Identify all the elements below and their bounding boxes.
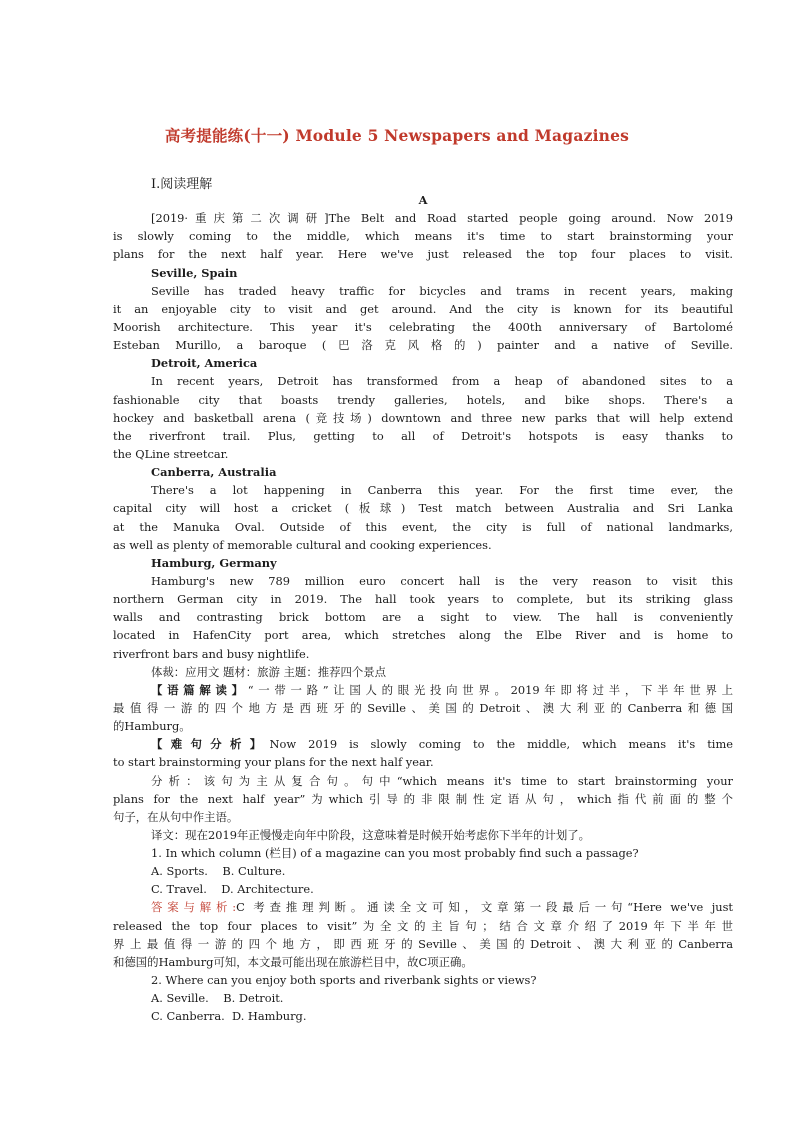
reading-analysis-label: 【语篇解读】 bbox=[151, 682, 248, 697]
place-line: located in HafenCity port area, which stretches along the Elbe River and is home to bbox=[113, 628, 733, 643]
reading-analysis-line bbox=[113, 681, 733, 699]
question-options: A. Seville. B. Detroit. bbox=[151, 991, 284, 1006]
place-line: Moorish architecture. This year it's celebrating the 400th anniversary of Bartolomé bbox=[113, 319, 733, 334]
question-stem: 2. Where can you enjoy both sports and riverbank sights or views? bbox=[151, 973, 537, 988]
answer-line: released the top four places to visit”为全文的主旨句；结合文章介绍了2019年下半年世 bbox=[113, 918, 733, 933]
question-stem: 1. In which column (栏目) of a magazine can you most probably find such a passage? bbox=[151, 846, 639, 861]
analysis-line: 句子，在从句中作主语。 bbox=[113, 809, 239, 824]
place-line: the QLine streetcar. bbox=[113, 446, 229, 461]
analysis-line: 分析：该句为主从复合句。句中“which means it's time to start brainstorming your bbox=[151, 773, 733, 788]
reading-analysis-line: 的Hamburg。 bbox=[113, 719, 191, 734]
difficult-sentence-text: Now 2019 is slowly coming to the middle, which means it's time bbox=[269, 737, 733, 752]
translation-line: 译文：现在2019年正慢慢走向年中阶段，这意味着是时候开始考虑你下半年的计划了。 bbox=[151, 827, 591, 842]
place-heading: Seville, Spain bbox=[151, 265, 238, 280]
question-options: A. Sports. B. Culture. bbox=[151, 864, 286, 879]
place-heading: Canberra, Australia bbox=[151, 465, 277, 480]
place-line: riverfront bars and busy nightlife. bbox=[113, 646, 310, 661]
place-line: Esteban Murillo, a baroque (巴洛克风格的) painter and a native of Seville. bbox=[113, 338, 733, 353]
difficult-sentence-line: to start brainstorming your plans for the next half year. bbox=[113, 755, 434, 770]
genre-line: 体裁：应用文 题材：旅游 主题：推荐四个景点 bbox=[151, 664, 387, 679]
intro-line: is slowly coming to the middle, which means it's time to start brainstorming your bbox=[113, 229, 733, 244]
answer-label: 答案与解析: bbox=[151, 900, 237, 915]
reading-analysis-text: “一带一路”让国人的眼光投向世界。2019年即将过半，下半年世界上 bbox=[247, 682, 733, 697]
analysis-line: plans for the next half year”为which引导的非限制性定语从句，which指代前面的整个 bbox=[113, 791, 733, 806]
place-line: Hamburg's new 789 million euro concert hall is the very reason to visit this bbox=[151, 573, 733, 588]
place-line: Seville has traded heavy traffic for bicycles and trams in recent years, making bbox=[151, 283, 733, 298]
intro-line: plans for the next half year. Here we've just released the top four places to visit. bbox=[113, 247, 733, 262]
difficult-sentence-label: 【难句分析】 bbox=[151, 737, 270, 752]
answer-line: 和德国的Hamburg可知，本文最可能出现在旅游栏目中，故C项正确。 bbox=[113, 954, 473, 969]
place-line: capital city will host a cricket (板球) Test match between Australia and Sri Lanka bbox=[113, 501, 733, 516]
place-line: as well as plenty of memorable cultural and cooking experiences. bbox=[113, 537, 492, 552]
reading-analysis-line: 最值得一游的四个地方是西班牙的Seville、美国的Detroit、澳大利亚的Canberra和德国 bbox=[113, 700, 733, 715]
place-line: In recent years, Detroit has transformed from a heap of abandoned sites to a bbox=[151, 374, 733, 389]
document-body bbox=[113, 191, 733, 1025]
place-line: northern German city in 2019. The hall took years to complete, but its striking glass bbox=[113, 592, 733, 607]
place-line: fashionable city that boasts trendy galleries, hotels, and bike shops. There's a bbox=[113, 392, 733, 407]
answer-text: C 考查推理判断。通读全文可知，文章第一段最后一句“Here we've just bbox=[236, 900, 733, 915]
place-heading: Hamburg, Germany bbox=[151, 555, 277, 570]
place-heading: Detroit, America bbox=[151, 356, 258, 371]
difficult-sentence-line bbox=[113, 735, 733, 753]
answer-line: 界上最值得一游的四个地方，即西班牙的Seville、美国的Detroit、澳大利亚的Canberra bbox=[113, 936, 733, 951]
section-heading: Ⅰ.阅读理解 bbox=[151, 177, 213, 192]
place-line: at the Manuka Oval. Outside of this event, the city is full of national landmarks, bbox=[113, 519, 733, 534]
question-options: C. Canberra. D. Hamburg. bbox=[151, 1009, 307, 1024]
page-title: 高考提能练(十一) Module 5 Newspapers and Magazines bbox=[164, 126, 630, 145]
intro-line: [2019·重庆第二次调研]The Belt and Road started people going around. Now 2019 bbox=[151, 211, 733, 226]
place-line: it an enjoyable city to visit and get around. And the city is known for its beautiful bbox=[113, 301, 733, 316]
question-options: C. Travel. D. Architecture. bbox=[151, 882, 314, 897]
place-line: There's a lot happening in Canberra this year. For the first time ever, the bbox=[151, 483, 733, 498]
passage-label: A bbox=[418, 193, 428, 207]
place-line: walls and contrasting brick bottom are a sight to view. The hall is conveniently bbox=[113, 610, 733, 625]
place-line: hockey and basketball arena (竞技场) downtown and three new parks that will help extend bbox=[113, 410, 733, 425]
answer-line bbox=[113, 898, 733, 916]
place-line: the riverfront trail. Plus, getting to all of Detroit's hotspots is easy thanks to bbox=[113, 428, 733, 443]
